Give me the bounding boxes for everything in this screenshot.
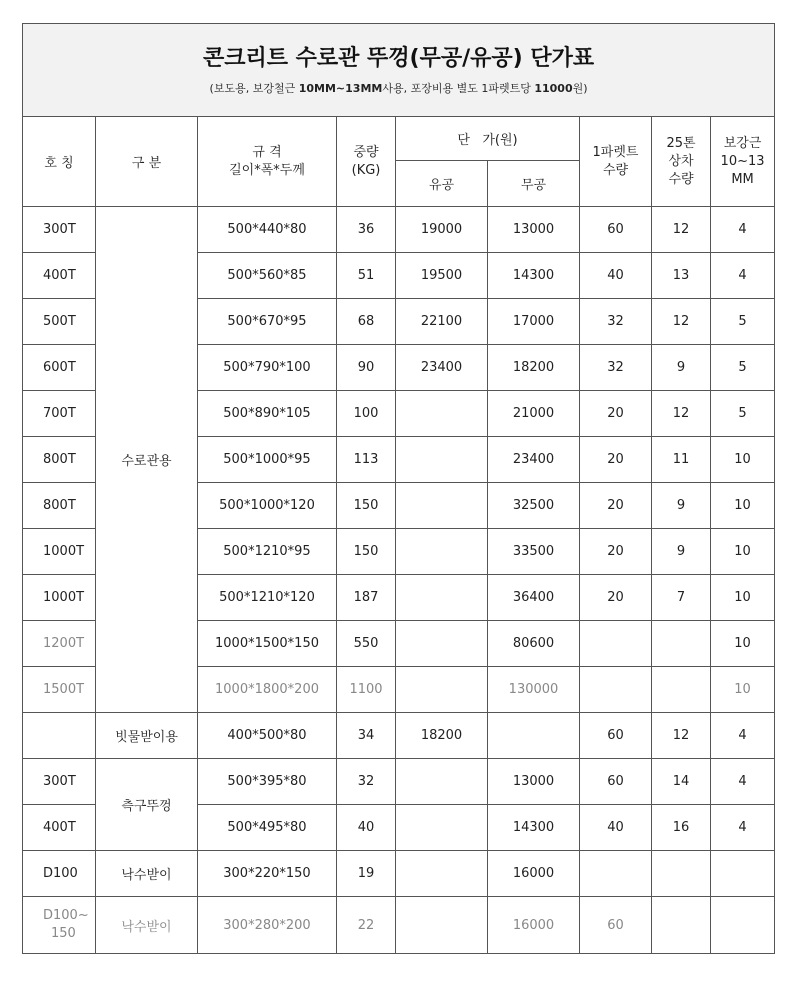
cell-truck [652, 851, 711, 897]
cell-pallet: 60 [580, 897, 652, 954]
cell-spec: 500*395*80 [198, 759, 337, 805]
cell-rebar: 10 [711, 667, 775, 713]
cell-code [23, 713, 96, 759]
cell-rebar: 10 [711, 483, 775, 529]
cell-truck: 13 [652, 253, 711, 299]
cell-perforated [396, 437, 488, 483]
cell-pallet: 60 [580, 713, 652, 759]
cell-solid: 33500 [488, 529, 580, 575]
cell-pallet: 60 [580, 207, 652, 253]
header-price-solid: 무공 [488, 161, 580, 207]
subtitle-prefix: (보도용, 보강철근 [209, 82, 299, 95]
cell-perforated [396, 667, 488, 713]
cell-solid: 21000 [488, 391, 580, 437]
header-truck-line3: 수량 [668, 171, 694, 187]
cell-spec: 500*1000*120 [198, 483, 337, 529]
table-subtitle [23, 80, 774, 96]
subtitle-mid: 사용, 포장비용 별도 1파렛트당 [382, 82, 535, 95]
cell-perforated [396, 897, 488, 954]
cell-perforated [396, 851, 488, 897]
header-pallet-qty [580, 117, 652, 207]
cell-weight: 90 [337, 345, 396, 391]
cell-code: 800T [23, 437, 96, 483]
cell-code: 1500T [23, 667, 96, 713]
header-row-1 [23, 117, 775, 161]
cell-perforated [396, 483, 488, 529]
cell-pallet [580, 851, 652, 897]
cell-weight: 22 [337, 897, 396, 954]
header-price-perforated: 유공 [396, 161, 488, 207]
cell-perforated: 18200 [396, 713, 488, 759]
cell-spec: 500*1000*95 [198, 437, 337, 483]
cell-rebar: 5 [711, 345, 775, 391]
cell-truck: 12 [652, 299, 711, 345]
cell-weight: 19 [337, 851, 396, 897]
cell-truck [652, 667, 711, 713]
cell-code: 400T [23, 805, 96, 851]
cell-pallet: 60 [580, 759, 652, 805]
group-gutter: 측구뚜껑 [96, 759, 198, 851]
cell-spec: 400*500*80 [198, 713, 337, 759]
cell-code: 300T [23, 207, 96, 253]
subtitle-rebar-size: 10MM~13MM [298, 82, 383, 95]
cell-code-line1: D100~ [43, 908, 89, 923]
cell-solid: 18200 [488, 345, 580, 391]
header-pallet-line2: 수량 [602, 162, 629, 178]
cell-solid: 16000 [488, 851, 580, 897]
cell-code: 300T [23, 759, 96, 805]
table-row [23, 759, 775, 805]
header-spec [198, 117, 337, 207]
cell-perforated: 23400 [396, 345, 488, 391]
cell-code: 400T [23, 253, 96, 299]
cell-rebar [711, 897, 775, 954]
cell-code: 500T [23, 299, 96, 345]
header-name: 호 칭 [23, 117, 96, 207]
cell-weight: 68 [337, 299, 396, 345]
cell-weight: 187 [337, 575, 396, 621]
cell-solid: 17000 [488, 299, 580, 345]
cell-weight: 36 [337, 207, 396, 253]
cell-spec: 500*1210*120 [198, 575, 337, 621]
cell-solid: 13000 [488, 207, 580, 253]
cell-code: D100 [23, 851, 96, 897]
header-pallet-line1: 1파렛트 [592, 144, 639, 160]
header-weight [337, 117, 396, 207]
header-category: 구 분 [96, 117, 198, 207]
header-rebar-line3: MM [731, 171, 754, 187]
cell-pallet: 32 [580, 299, 652, 345]
cell-truck: 7 [652, 575, 711, 621]
subtitle-suffix: 원) [572, 82, 588, 95]
header-weight-line1: 중량 [353, 144, 379, 160]
cell-spec: 500*495*80 [198, 805, 337, 851]
table-row [23, 207, 775, 253]
cell-rebar: 4 [711, 253, 775, 299]
table-title: 콘크리트 수로관 뚜껑(무공/유공) 단가표 [202, 46, 595, 71]
cell-spec: 1000*1800*200 [198, 667, 337, 713]
cell-pallet: 40 [580, 805, 652, 851]
cell-rebar: 4 [711, 713, 775, 759]
header-spec-line2: 길이*폭*두께 [229, 162, 305, 178]
cell-perforated [396, 621, 488, 667]
group-drain: 낙수받이 [96, 851, 198, 897]
cell-code: 1200T [23, 621, 96, 667]
cell-spec: 500*440*80 [198, 207, 337, 253]
cell-weight: 550 [337, 621, 396, 667]
cell-solid: 13000 [488, 759, 580, 805]
cell-perforated: 19500 [396, 253, 488, 299]
cell-truck: 14 [652, 759, 711, 805]
cell-perforated [396, 391, 488, 437]
cell-rebar: 5 [711, 391, 775, 437]
cell-code [23, 897, 96, 954]
cell-solid: 16000 [488, 897, 580, 954]
cell-perforated [396, 759, 488, 805]
table-row [23, 897, 775, 954]
cell-spec: 500*790*100 [198, 345, 337, 391]
group-rainwater: 빗물받이용 [96, 713, 198, 759]
cell-truck: 16 [652, 805, 711, 851]
cell-pallet: 40 [580, 253, 652, 299]
header-rebar-line1: 보강근 [723, 135, 762, 151]
cell-rebar [711, 851, 775, 897]
cell-truck [652, 621, 711, 667]
group-drain-2: 낙수받이 [96, 897, 198, 954]
cell-pallet [580, 621, 652, 667]
cell-rebar: 4 [711, 759, 775, 805]
header-spec-line1: 규 격 [252, 144, 282, 160]
cell-rebar: 10 [711, 621, 775, 667]
header-rebar-line2: 10~13 [720, 153, 765, 169]
cell-weight: 150 [337, 483, 396, 529]
cell-code: 600T [23, 345, 96, 391]
cell-truck: 12 [652, 713, 711, 759]
cell-spec: 500*1210*95 [198, 529, 337, 575]
cell-solid: 130000 [488, 667, 580, 713]
cell-perforated [396, 529, 488, 575]
cell-weight: 150 [337, 529, 396, 575]
cell-weight: 113 [337, 437, 396, 483]
group-channel: 수로관용 [96, 207, 198, 713]
cell-weight: 40 [337, 805, 396, 851]
cell-code: 1000T [23, 575, 96, 621]
header-rebar [711, 117, 775, 207]
title-cell [23, 24, 775, 117]
cell-pallet: 20 [580, 391, 652, 437]
cell-pallet [580, 667, 652, 713]
header-weight-line2: (KG) [351, 162, 381, 178]
cell-rebar: 10 [711, 575, 775, 621]
cell-weight: 1100 [337, 667, 396, 713]
cell-solid: 23400 [488, 437, 580, 483]
cell-code: 1000T [23, 529, 96, 575]
header-price: 단 가(원) [396, 117, 580, 161]
cell-spec: 500*890*105 [198, 391, 337, 437]
subtitle-pallet-price: 11000 [534, 82, 573, 95]
cell-code: 700T [23, 391, 96, 437]
cell-code-line2: 150 [51, 926, 76, 941]
table-row [23, 713, 775, 759]
price-table [22, 23, 775, 954]
cell-rebar: 4 [711, 207, 775, 253]
cell-perforated: 19000 [396, 207, 488, 253]
header-truck-line1: 25톤 [666, 135, 696, 151]
cell-pallet: 20 [580, 437, 652, 483]
cell-pallet: 32 [580, 345, 652, 391]
cell-rebar: 5 [711, 299, 775, 345]
cell-perforated [396, 805, 488, 851]
cell-solid: 14300 [488, 253, 580, 299]
cell-perforated [396, 575, 488, 621]
header-truck-qty [652, 117, 711, 207]
cell-weight: 100 [337, 391, 396, 437]
cell-pallet: 20 [580, 529, 652, 575]
cell-spec: 300*220*150 [198, 851, 337, 897]
cell-truck: 12 [652, 207, 711, 253]
header-truck-line2: 상차 [668, 153, 694, 169]
cell-truck [652, 897, 711, 954]
cell-truck: 9 [652, 345, 711, 391]
cell-truck: 9 [652, 529, 711, 575]
cell-rebar: 10 [711, 437, 775, 483]
cell-rebar: 10 [711, 529, 775, 575]
cell-weight: 34 [337, 713, 396, 759]
cell-weight: 32 [337, 759, 396, 805]
cell-weight: 51 [337, 253, 396, 299]
price-table-wrapper [22, 23, 774, 954]
cell-truck: 9 [652, 483, 711, 529]
cell-pallet: 20 [580, 575, 652, 621]
cell-solid: 32500 [488, 483, 580, 529]
cell-perforated: 22100 [396, 299, 488, 345]
cell-code: 800T [23, 483, 96, 529]
cell-truck: 11 [652, 437, 711, 483]
cell-rebar: 4 [711, 805, 775, 851]
cell-solid: 80600 [488, 621, 580, 667]
cell-spec: 500*670*95 [198, 299, 337, 345]
cell-solid [488, 713, 580, 759]
table-row [23, 851, 775, 897]
cell-solid: 14300 [488, 805, 580, 851]
cell-pallet: 20 [580, 483, 652, 529]
cell-spec: 1000*1500*150 [198, 621, 337, 667]
cell-spec: 500*560*85 [198, 253, 337, 299]
cell-spec: 300*280*200 [198, 897, 337, 954]
cell-solid: 36400 [488, 575, 580, 621]
cell-truck: 12 [652, 391, 711, 437]
